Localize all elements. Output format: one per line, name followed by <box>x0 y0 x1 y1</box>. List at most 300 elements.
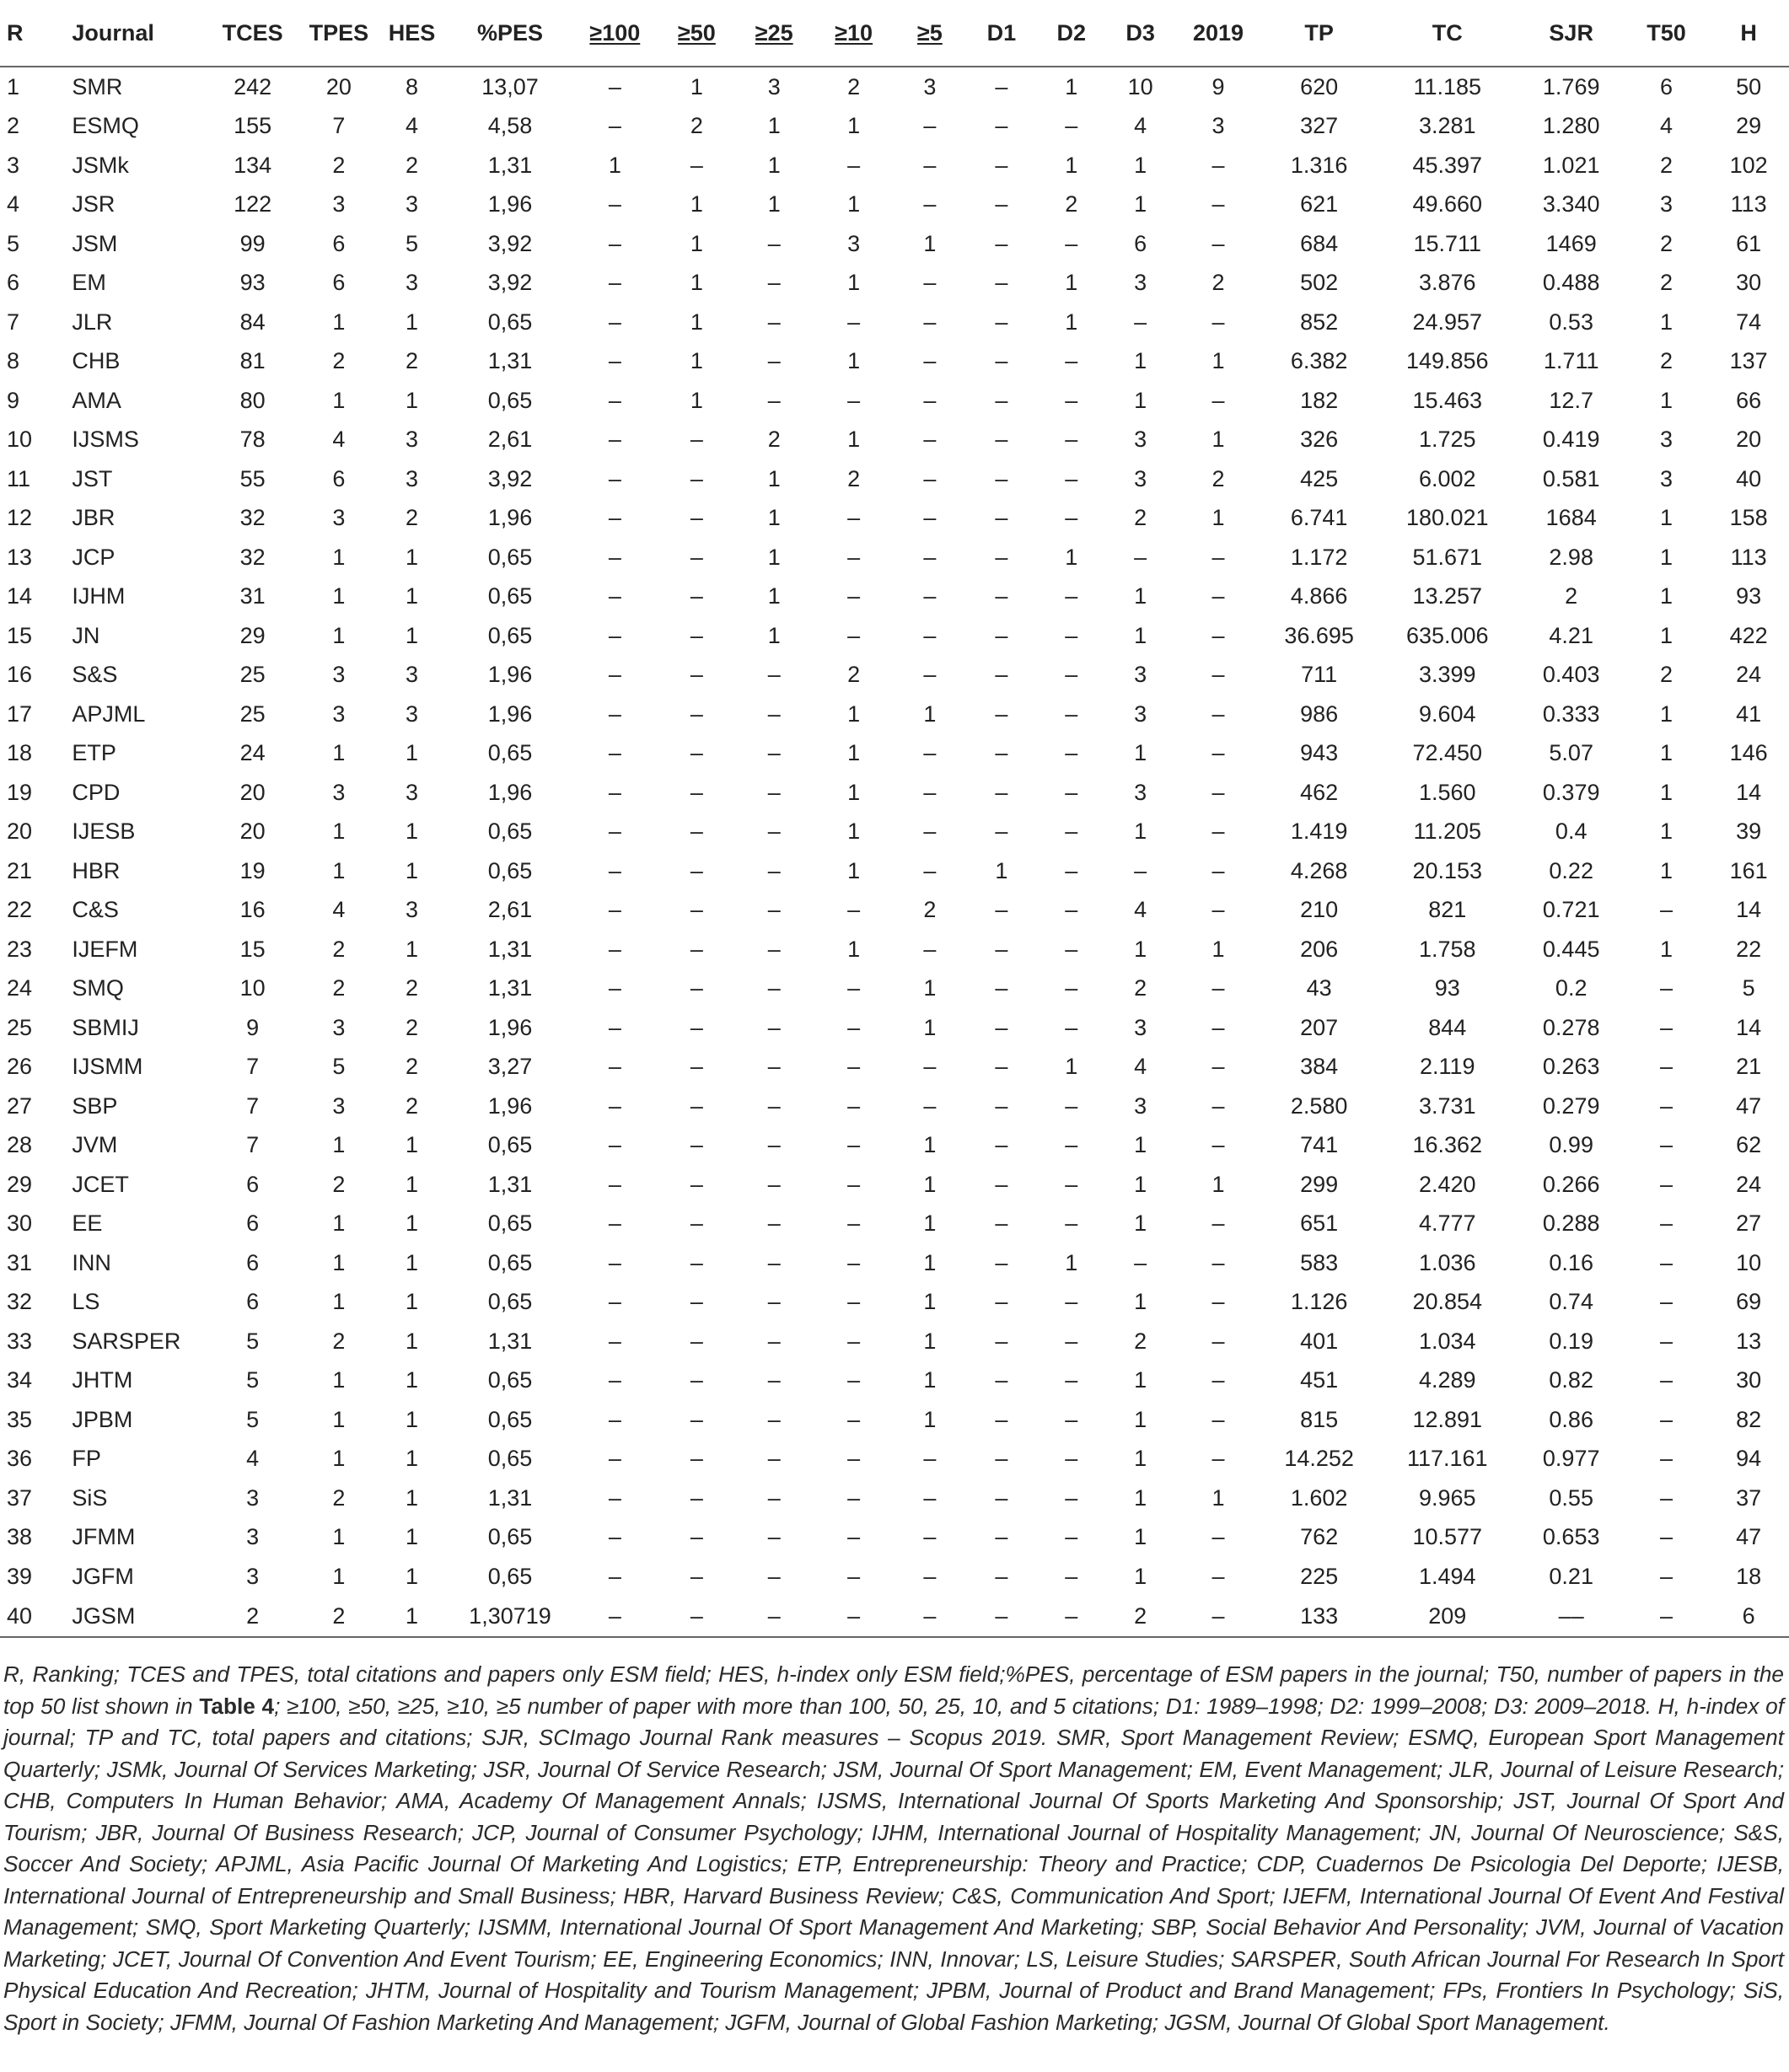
col-2019-cell: 2 <box>1211 465 1225 491</box>
col-h-cell: 161 <box>1729 857 1768 883</box>
col-d1-cell: – <box>995 975 1008 1001</box>
col-tpes-cell: 1 <box>332 1446 346 1472</box>
col-ge50-cell: 1 <box>690 230 703 256</box>
col-ge50-cell: – <box>690 1092 703 1119</box>
col-journal-cell: IJSMM <box>72 1054 143 1080</box>
col-tces-cell: 3 <box>246 1563 260 1589</box>
col-journal-cell: EE <box>72 1210 103 1237</box>
col-ge100-cell: – <box>608 191 621 217</box>
col-ge10-cell: – <box>847 1484 861 1511</box>
col-tpes-cell: 1 <box>332 1132 346 1158</box>
col-d1-cell: – <box>995 152 1008 178</box>
col-rank-cell: 26 <box>7 1054 33 1080</box>
col-ge5-cell: 2 <box>923 897 937 923</box>
col-tp-cell: 815 <box>1300 1406 1339 1432</box>
col-ge5-cell: 1 <box>923 1328 937 1354</box>
table-row <box>0 342 1789 382</box>
col-ge5-cell: 1 <box>923 1367 937 1393</box>
col-t50-cell: 6 <box>1659 73 1673 99</box>
col-t50-cell: – <box>1659 1132 1673 1158</box>
col-pct-pes-cell: 1,31 <box>487 348 533 374</box>
col-ge100-cell: – <box>608 348 621 374</box>
col-ge50-cell: – <box>690 1289 703 1315</box>
col-tces-cell: 31 <box>239 583 266 609</box>
col-d3-cell: – <box>1134 1249 1147 1275</box>
col-ge100-cell: – <box>608 1406 621 1432</box>
col-ge100-cell: – <box>608 936 621 962</box>
col-ge5-cell: 1 <box>923 975 937 1001</box>
col-2019-cell: – <box>1211 1524 1225 1550</box>
col-journal-cell: LS <box>72 1289 100 1315</box>
col-journal-cell: JLR <box>72 309 113 335</box>
col-h-cell: 30 <box>1736 1367 1762 1393</box>
col-h-cell: 93 <box>1736 583 1762 609</box>
table-row <box>0 773 1789 813</box>
col-tces-cell: 2 <box>201 1597 304 1637</box>
col-h-cell: 158 <box>1729 505 1768 531</box>
col-journal-cell: ETP <box>72 740 116 766</box>
col-pct-pes-cell: 0,65 <box>487 622 533 648</box>
col-tp-cell: 1.316 <box>1290 152 1348 178</box>
col-t50-cell: 2 <box>1659 348 1673 374</box>
col-ge100-cell: 1 <box>608 152 621 178</box>
col-pct-pes-cell: 0,65 <box>487 1210 533 1237</box>
col-ge5-cell: 1 <box>923 1171 937 1197</box>
col-ge5-cell: – <box>923 583 937 609</box>
col-2019-cell: – <box>1211 1210 1225 1237</box>
table-row <box>0 1283 1789 1323</box>
col-t50-cell: 1 <box>1659 583 1673 609</box>
col-d3-cell: 2 <box>1134 975 1147 1001</box>
col-tc-cell: 117.161 <box>1406 1446 1488 1472</box>
table-row <box>0 695 1789 734</box>
col-d1-header: D1 <box>966 0 1037 67</box>
col-ge25-header: ≥25 <box>734 0 814 67</box>
col-ge5-cell: – <box>923 622 937 648</box>
col-d2-cell: – <box>1065 1289 1078 1315</box>
col-rank-cell: 8 <box>7 348 20 374</box>
table-row <box>0 969 1789 1009</box>
col-t50-cell: 1 <box>1659 701 1673 727</box>
col-t50-cell: 2 <box>1659 152 1673 178</box>
col-tc-cell: 4.777 <box>1418 1210 1476 1237</box>
col-journal-cell: JFMM <box>72 1524 136 1550</box>
col-ge10-cell: – <box>847 1210 861 1237</box>
col-rank-header: R <box>0 0 60 67</box>
col-tp-cell: 621 <box>1300 191 1339 217</box>
col-h-cell: 14 <box>1736 779 1762 805</box>
col-tces-cell: 93 <box>239 270 266 296</box>
col-d3-cell: 6 <box>1134 230 1147 256</box>
col-rank-cell: 13 <box>7 544 33 570</box>
col-2019-cell: 1 <box>1211 936 1225 962</box>
col-d1-cell: – <box>995 1132 1008 1158</box>
table-row <box>0 1205 1789 1244</box>
col-ge50-cell: – <box>690 740 703 766</box>
table-row <box>0 1361 1789 1401</box>
col-hes-cell: 1 <box>374 1597 449 1637</box>
col-hes-cell: 2 <box>405 1092 418 1119</box>
col-ge100-cell: – <box>608 427 621 453</box>
col-tpes-cell: 3 <box>332 1092 346 1119</box>
col-ge10-cell: – <box>847 1054 861 1080</box>
col-pct-pes-cell: 0,65 <box>487 1132 533 1158</box>
col-h-cell: 13 <box>1736 1328 1762 1354</box>
col-d3-cell: 1 <box>1134 1563 1147 1589</box>
col-rank-cell: 10 <box>7 427 33 453</box>
col-d3-cell: 1 <box>1134 1446 1147 1472</box>
col-d1-cell: – <box>995 1563 1008 1589</box>
col-tc-cell: 72.450 <box>1412 740 1483 766</box>
col-d1-cell: – <box>995 1249 1008 1275</box>
col-ge10-cell: – <box>847 1171 861 1197</box>
col-d2-cell: – <box>1065 857 1078 883</box>
col-pct-pes-cell: 0,65 <box>487 740 533 766</box>
col-tpes-cell: 2 <box>332 936 346 962</box>
col-d1-cell: – <box>995 1524 1008 1550</box>
col-sjr-cell: 0.333 <box>1542 701 1600 727</box>
col-ge10-cell: 2 <box>847 662 861 688</box>
col-h-cell: 27 <box>1736 1210 1762 1237</box>
col-h-cell: 40 <box>1736 465 1762 491</box>
col-ge100-cell: – <box>608 662 621 688</box>
col-hes-cell: 1 <box>405 1446 418 1472</box>
col-h-cell: 18 <box>1736 1563 1762 1589</box>
col-journal-cell: EM <box>72 270 106 296</box>
col-journal-cell: CPD <box>72 779 121 805</box>
col-d2-cell: – <box>1065 819 1078 845</box>
col-sjr-cell: 0.22 <box>1549 857 1593 883</box>
col-sjr-cell: 0.653 <box>1542 1524 1600 1550</box>
col-ge5-cell: 1 <box>923 1406 937 1432</box>
col-ge50-cell: 1 <box>690 309 703 335</box>
col-ge100-cell: – <box>608 975 621 1001</box>
col-ge100-cell: – <box>608 857 621 883</box>
table-row <box>0 851 1789 891</box>
col-tp-cell: 14.252 <box>1284 1446 1354 1472</box>
col-rank-cell: 16 <box>7 662 33 688</box>
col-d1-cell: – <box>995 309 1008 335</box>
col-hes-cell: 2 <box>405 152 418 178</box>
col-tces-cell: 80 <box>239 387 266 413</box>
col-sjr-cell: 3.340 <box>1542 191 1600 217</box>
col-d1-cell: – <box>995 819 1008 845</box>
col-d2-cell: – <box>1065 1014 1078 1040</box>
col-sjr-cell: 0.53 <box>1549 309 1593 335</box>
col-ge25-cell: – <box>767 1249 781 1275</box>
col-d3-cell: 1 <box>1134 622 1147 648</box>
col-ge10-cell: 1 <box>847 701 861 727</box>
col-ge25-cell: – <box>767 270 781 296</box>
col-ge50-cell: – <box>690 1524 703 1550</box>
col-t50-cell: – <box>1659 1563 1673 1589</box>
col-tc-cell: 209 <box>1377 1597 1518 1637</box>
col-tp-cell: 1.126 <box>1290 1289 1348 1315</box>
col-t50-cell: 1 <box>1659 819 1673 845</box>
col-d3-cell: 1 <box>1134 583 1147 609</box>
col-ge5-cell: – <box>923 740 937 766</box>
col-tc-cell: 180.021 <box>1405 505 1489 531</box>
col-tces-cell: 24 <box>239 740 266 766</box>
col-t50-cell: 1 <box>1659 740 1673 766</box>
col-hes-cell: 4 <box>405 113 418 139</box>
col-pct-pes-cell: 0,65 <box>487 1289 533 1315</box>
table-row <box>0 1479 1789 1518</box>
col-pct-pes-cell: 0,65 <box>487 309 533 335</box>
col-ge25-cell: 1 <box>767 152 781 178</box>
col-tc-cell: 1.034 <box>1418 1328 1476 1354</box>
col-pct-pes-cell: 3,92 <box>487 465 533 491</box>
col-tc-cell: 93 <box>1434 975 1460 1001</box>
col-tces-cell: 99 <box>239 230 266 256</box>
col-2019-cell: 3 <box>1211 113 1225 139</box>
col-tces-cell: 155 <box>234 113 272 139</box>
table-row <box>0 734 1789 774</box>
col-journal-cell: JN <box>72 622 100 648</box>
col-tpes-cell: 1 <box>332 309 346 335</box>
col-ge25-cell: 1 <box>767 465 781 491</box>
col-tces-cell: 3 <box>246 1484 260 1511</box>
table-row <box>0 616 1789 656</box>
col-ge10-cell: – <box>847 897 861 923</box>
col-pct-pes-cell: 1,31 <box>487 1171 533 1197</box>
col-tp-cell: 1.172 <box>1290 544 1348 570</box>
col-h-cell: 47 <box>1736 1524 1762 1550</box>
col-pct-pes-cell: 0,65 <box>487 544 533 570</box>
table-row <box>0 1597 1789 1637</box>
col-ge10-cell: 1 <box>847 819 861 845</box>
col-ge5-cell: 1 <box>923 230 937 256</box>
col-t50-cell: 1 <box>1659 309 1673 335</box>
col-tpes-cell: 6 <box>332 270 346 296</box>
col-pct-pes-cell: 1,96 <box>487 779 533 805</box>
col-d3-cell: 4 <box>1134 897 1147 923</box>
col-d2-cell: – <box>1065 1328 1078 1354</box>
col-t50-cell: – <box>1659 1092 1673 1119</box>
col-ge25-cell: – <box>767 975 781 1001</box>
col-ge100-cell: – <box>608 73 621 99</box>
col-2019-cell: – <box>1211 975 1225 1001</box>
col-d2-cell: 1 <box>1065 73 1078 99</box>
col-ge100-cell: – <box>608 230 621 256</box>
table-row <box>0 1087 1789 1126</box>
col-ge50-cell: – <box>690 465 703 491</box>
col-ge10-cell: – <box>847 1406 861 1432</box>
col-d3-cell: 1 <box>1134 1171 1147 1197</box>
col-rank-cell: 5 <box>7 230 20 256</box>
col-hes-cell: 1 <box>405 1484 418 1511</box>
col-d1-cell: – <box>995 113 1008 139</box>
col-sjr-cell: 1.711 <box>1543 348 1599 374</box>
col-ge5-cell: – <box>894 1597 966 1637</box>
col-ge100-cell: – <box>608 897 621 923</box>
col-pct-pes-cell: 1,96 <box>487 1092 533 1119</box>
col-tces-cell: 7 <box>246 1092 260 1119</box>
col-tces-cell: 19 <box>239 857 266 883</box>
col-d1-cell: – <box>995 1484 1008 1511</box>
col-ge50-cell: – <box>690 1367 703 1393</box>
col-ge50-cell: – <box>690 975 703 1001</box>
table-row <box>0 421 1789 460</box>
col-d2-cell: – <box>1065 1484 1078 1511</box>
col-2019-header: 2019 <box>1175 0 1262 67</box>
col-h-cell: 24 <box>1736 662 1762 688</box>
col-d1-cell: – <box>995 505 1008 531</box>
col-ge25-cell: – <box>767 1132 781 1158</box>
col-hes-cell: 3 <box>405 270 418 296</box>
col-pct-pes-cell: 1,31 <box>487 936 533 962</box>
col-sjr-cell: 1684 <box>1545 505 1597 531</box>
col-rank-cell: 23 <box>7 936 33 962</box>
col-2019-cell: 1 <box>1211 1171 1225 1197</box>
col-ge100-cell: – <box>608 1484 621 1511</box>
col-tp-cell: 182 <box>1300 387 1339 413</box>
col-d1-cell: – <box>995 1054 1008 1080</box>
col-journal-cell: JGFM <box>72 1563 134 1589</box>
col-d3-cell: 1 <box>1134 387 1147 413</box>
col-hes-cell: 3 <box>405 701 418 727</box>
col-hes-cell: 1 <box>405 1289 418 1315</box>
col-2019-cell: – <box>1211 857 1225 883</box>
col-ge25-cell: – <box>767 662 781 688</box>
col-ge25-cell: – <box>767 819 781 845</box>
col-ge10-cell: – <box>847 387 861 413</box>
col-ge100-cell: – <box>608 1092 621 1119</box>
col-tc-cell: 821 <box>1428 897 1467 923</box>
col-sjr-cell: 0.288 <box>1542 1210 1600 1237</box>
col-hes-cell: 1 <box>405 1563 418 1589</box>
col-ge100-cell: – <box>608 740 621 766</box>
col-rank-cell: 3 <box>7 152 20 178</box>
col-ge10-cell: – <box>847 1092 861 1119</box>
col-h-cell: 10 <box>1736 1249 1762 1275</box>
col-pct-pes-cell: 0,65 <box>487 387 533 413</box>
col-sjr-cell: 0.279 <box>1542 1092 1600 1119</box>
col-sjr-cell: 0.266 <box>1542 1171 1600 1197</box>
col-h-cell: 6 <box>1708 1597 1789 1637</box>
col-h-cell: 82 <box>1736 1406 1762 1432</box>
col-t50-cell: 1 <box>1659 779 1673 805</box>
col-ge10-cell: – <box>847 1563 861 1589</box>
col-d2-cell: – <box>1065 465 1078 491</box>
col-h-cell: 61 <box>1736 230 1762 256</box>
col-pct-pes-cell: 1,96 <box>487 701 533 727</box>
col-ge50-cell: – <box>690 1484 703 1511</box>
col-tc-cell: 3.731 <box>1418 1092 1476 1119</box>
col-d3-cell: 3 <box>1134 270 1147 296</box>
col-d2-cell: 1 <box>1065 309 1078 335</box>
col-2019-cell: – <box>1211 819 1225 845</box>
col-d1-cell: – <box>995 622 1008 648</box>
col-pct-pes-cell: 3,92 <box>487 230 533 256</box>
col-ge50-cell: – <box>690 583 703 609</box>
col-ge100-cell: – <box>608 583 621 609</box>
col-t50-cell: 2 <box>1659 230 1673 256</box>
col-d1-cell: – <box>995 191 1008 217</box>
col-2019-cell: – <box>1211 779 1225 805</box>
col-t50-cell: 1 <box>1659 387 1673 413</box>
col-rank-cell: 15 <box>7 622 33 648</box>
col-tp-cell: 206 <box>1300 936 1339 962</box>
col-journal-cell: JHTM <box>72 1367 133 1393</box>
col-d2-cell: – <box>1065 427 1078 453</box>
col-tp-cell: 684 <box>1300 230 1339 256</box>
col-tces-cell: 9 <box>246 1014 260 1040</box>
col-ge50-cell: – <box>690 662 703 688</box>
table-row <box>0 930 1789 969</box>
col-t50-cell: 2 <box>1659 270 1673 296</box>
col-d3-cell: 1 <box>1134 740 1147 766</box>
col-tp-cell: 583 <box>1300 1249 1339 1275</box>
table-row <box>0 1048 1789 1087</box>
col-tpes-cell: 20 <box>325 73 352 99</box>
col-ge25-cell: – <box>767 230 781 256</box>
col-d1-cell: – <box>995 270 1008 296</box>
col-d3-cell: 1 <box>1134 1524 1147 1550</box>
col-tpes-cell: 1 <box>332 583 346 609</box>
col-ge5-cell: – <box>923 270 937 296</box>
col-ge10-cell: 1 <box>847 857 861 883</box>
col-hes-cell: 2 <box>405 975 418 1001</box>
col-d1-cell: – <box>995 779 1008 805</box>
col-ge10-cell: – <box>847 1249 861 1275</box>
col-ge5-cell: – <box>923 1054 937 1080</box>
col-rank-cell: 34 <box>7 1367 33 1393</box>
col-h-cell: 29 <box>1736 113 1762 139</box>
col-tces-cell: 134 <box>234 152 272 178</box>
col-ge50-cell: – <box>690 505 703 531</box>
col-sjr-cell: 12.7 <box>1549 387 1593 413</box>
col-ge100-cell: – <box>608 1289 621 1315</box>
col-rank-cell: 6 <box>7 270 20 296</box>
col-h-cell: 50 <box>1736 73 1762 99</box>
col-pct-pes-cell: 1,31 <box>487 152 533 178</box>
col-2019-cell: – <box>1175 1597 1262 1637</box>
table-row <box>0 1440 1789 1479</box>
col-tpes-cell: 1 <box>332 387 346 413</box>
col-ge100-cell: – <box>608 1524 621 1550</box>
col-tp-cell: 620 <box>1300 73 1339 99</box>
col-d3-cell: 3 <box>1134 701 1147 727</box>
col-ge50-cell: – <box>690 622 703 648</box>
col-d3-cell: 4 <box>1134 1054 1147 1080</box>
col-ge10-cell: – <box>847 309 861 335</box>
col-t50-cell: 1 <box>1659 857 1673 883</box>
col-ge100-cell: – <box>608 622 621 648</box>
col-h-cell: 102 <box>1729 152 1768 178</box>
col-d3-cell: 3 <box>1134 662 1147 688</box>
col-sjr-cell: –– <box>1518 1597 1625 1637</box>
col-rank-cell: 22 <box>7 897 33 923</box>
col-d1-cell: – <box>995 1446 1008 1472</box>
col-d2-cell: – <box>1065 505 1078 531</box>
table-row <box>0 1126 1789 1166</box>
col-d2-cell: – <box>1065 1092 1078 1119</box>
col-h-cell: 5 <box>1742 975 1755 1001</box>
col-tpes-cell: 3 <box>332 1014 346 1040</box>
col-ge10-cell: – <box>847 1132 861 1158</box>
col-ge5-cell: 1 <box>923 1132 937 1158</box>
col-tc-cell: 45.397 <box>1412 152 1483 178</box>
col-journal-cell: FP <box>72 1446 101 1472</box>
table-row <box>0 1243 1789 1283</box>
col-tces-cell: 78 <box>239 427 266 453</box>
col-tp-cell: 943 <box>1300 740 1339 766</box>
col-sjr-cell: 0.16 <box>1549 1249 1593 1275</box>
col-ge100-cell: – <box>571 1597 659 1637</box>
col-rank-cell: 36 <box>7 1446 33 1472</box>
col-sjr-cell: 0.488 <box>1542 270 1600 296</box>
